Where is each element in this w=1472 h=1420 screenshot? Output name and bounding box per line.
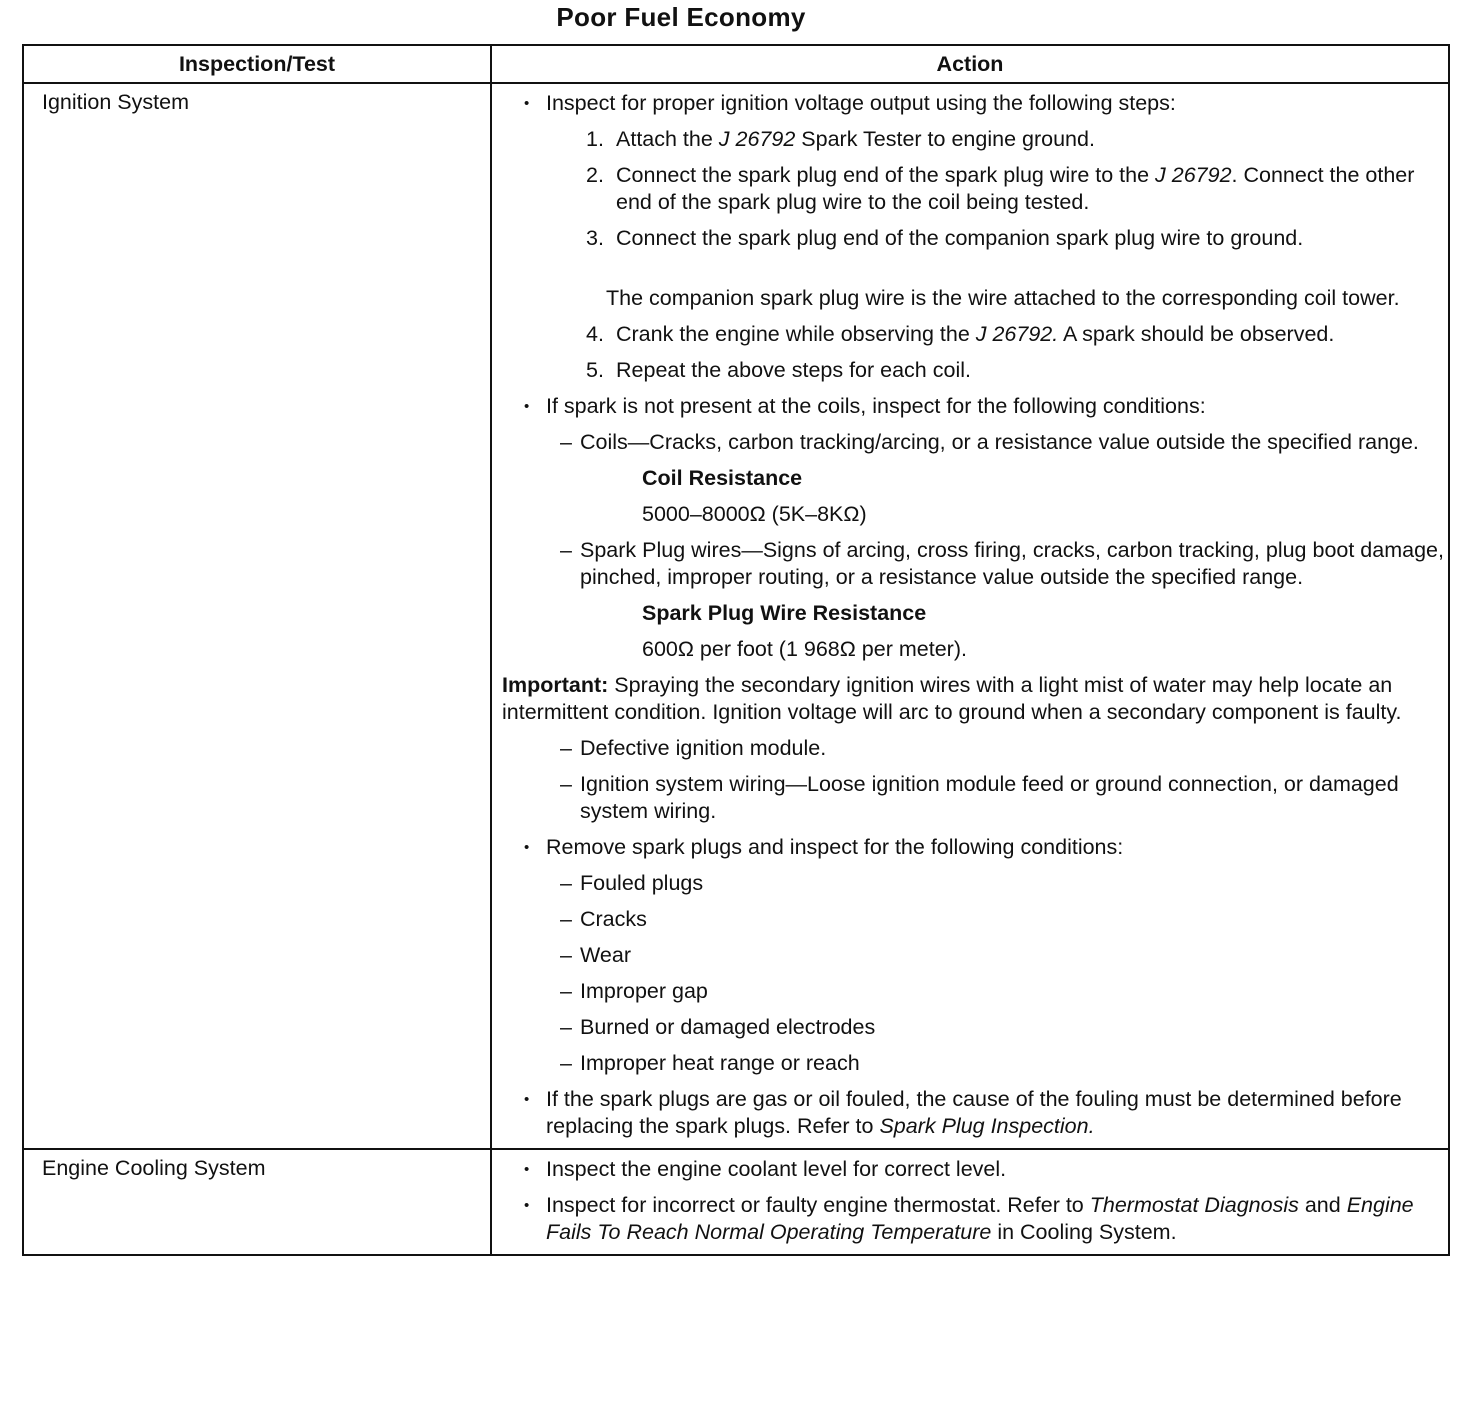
plug-condition: – Improper heat range or reach <box>560 1051 860 1075</box>
step-1: 1. Attach the J 26792 Spark Tester to engine ground. <box>586 127 1095 151</box>
thermostat-diagnosis-ref: Thermostat Diagnosis <box>1089 1193 1299 1217</box>
dash-mark: – <box>560 979 572 1003</box>
dash-mark: – <box>560 772 572 796</box>
dash-mark: – <box>560 907 572 931</box>
step-4: 4. Crank the engine while observing the J 26792. A spark should be observed. <box>586 322 1335 346</box>
dash-mark: – <box>560 1015 572 1039</box>
important-note: Important: Spraying the secondary ignition wires with a light mist of water may help locate an intermittent condition. Ignition voltage will arc to ground when a secondary component is faulty. <box>502 673 1402 724</box>
bullet-mark: • <box>524 1197 530 1214</box>
dash-mark: – <box>560 1051 572 1075</box>
bullet-mark: • <box>524 398 530 415</box>
step-2: 2. Connect the spark plug end of the spark plug wire to the J 26792. Connect the other end of the spark plug wire to the coil being tested. <box>586 163 1415 214</box>
list-item: • Inspect for incorrect or faulty engine thermostat. Refer to Thermostat Diagnosis and Engine Fails To Reach Normal Operating Temperature in Cooling System. <box>524 1193 1414 1244</box>
header-inspection-test: Inspection/Test <box>23 45 491 83</box>
list-item: • If the spark plugs are gas or oil fouled, the cause of the fouling must be determined before replacing the spark plugs. Refer to Spark Plug Inspection. <box>524 1087 1402 1138</box>
step-3: 3. Connect the spark plug end of the companion spark plug wire to ground. <box>586 226 1304 250</box>
list-item: • If spark is not present at the coils, inspect for the following conditions: <box>524 394 1206 418</box>
header-action: Action <box>491 45 1449 83</box>
tool-ref: J 26792 <box>718 127 796 151</box>
engine-temp-ref: Engine Fails To Reach Normal Operating Temperature <box>546 1193 1414 1244</box>
plug-condition: – Wear <box>560 943 631 967</box>
tool-ref: J 26792. <box>975 322 1059 346</box>
row-label-engine-cooling-system: Engine Cooling System <box>23 1149 491 1255</box>
action-cell-cooling <box>491 1149 1449 1255</box>
condition-ignition-wiring: – Ignition system wiring—Loose ignition module feed or ground connection, or damaged system wiring. <box>560 772 1399 823</box>
condition-ignition-module: – Defective ignition module. <box>560 736 827 760</box>
dash-mark: – <box>560 430 572 454</box>
coil-resistance-label: Coil Resistance <box>642 466 803 490</box>
bullet-mark: • <box>524 839 530 856</box>
dash-mark: – <box>560 538 572 562</box>
bullet-mark: • <box>524 1161 530 1178</box>
condition-coils: – Coils—Cracks, carbon tracking/arcing, or a resistance value outside the specified range. <box>560 430 1419 454</box>
important-label: Important: <box>502 673 609 697</box>
coil-resistance-value: 5000–8000Ω (5K–8KΩ) <box>642 502 867 526</box>
plug-condition: – Burned or damaged electrodes <box>560 1015 876 1039</box>
plug-condition: – Improper gap <box>560 979 708 1003</box>
list-item: • Remove spark plugs and inspect for the following conditions: <box>524 835 1124 859</box>
table-row <box>23 83 1449 1149</box>
page-title: Poor Fuel Economy <box>556 2 806 32</box>
table-header-row <box>23 45 1449 83</box>
table-row <box>23 1149 1449 1255</box>
wire-resistance-label: Spark Plug Wire Resistance <box>642 601 927 625</box>
action-cell-ignition <box>491 83 1449 1149</box>
list-item: • Inspect for proper ignition voltage output using the following steps: <box>524 91 1176 115</box>
dash-mark: – <box>560 943 572 967</box>
diagnosis-table <box>22 44 1450 1256</box>
dash-mark: – <box>560 736 572 760</box>
step-3-note: The companion spark plug wire is the wire attached to the corresponding coil tower. <box>606 286 1400 310</box>
plug-condition: – Cracks <box>560 907 647 931</box>
plug-condition: – Fouled plugs <box>560 871 704 895</box>
dash-mark: – <box>560 871 572 895</box>
condition-spark-plug-wires: – Spark Plug wires—Signs of arcing, cross firing, cracks, carbon tracking, plug boot damage, pinched, improper routing, or a resistance value outside the specified range. <box>560 538 1444 589</box>
spark-plug-inspection-ref: Spark Plug Inspection. <box>879 1114 1095 1138</box>
wire-resistance-value: 600Ω per foot (1 968Ω per meter). <box>642 637 967 661</box>
list-item: • Inspect the engine coolant level for correct level. <box>524 1157 1007 1181</box>
bullet-mark: • <box>524 95 530 112</box>
tool-ref: J 26792 <box>1155 163 1232 187</box>
bullet-mark: • <box>524 1091 530 1108</box>
step-5: 5. Repeat the above steps for each coil. <box>586 358 971 382</box>
row-label-ignition-system: Ignition System <box>23 83 491 1149</box>
